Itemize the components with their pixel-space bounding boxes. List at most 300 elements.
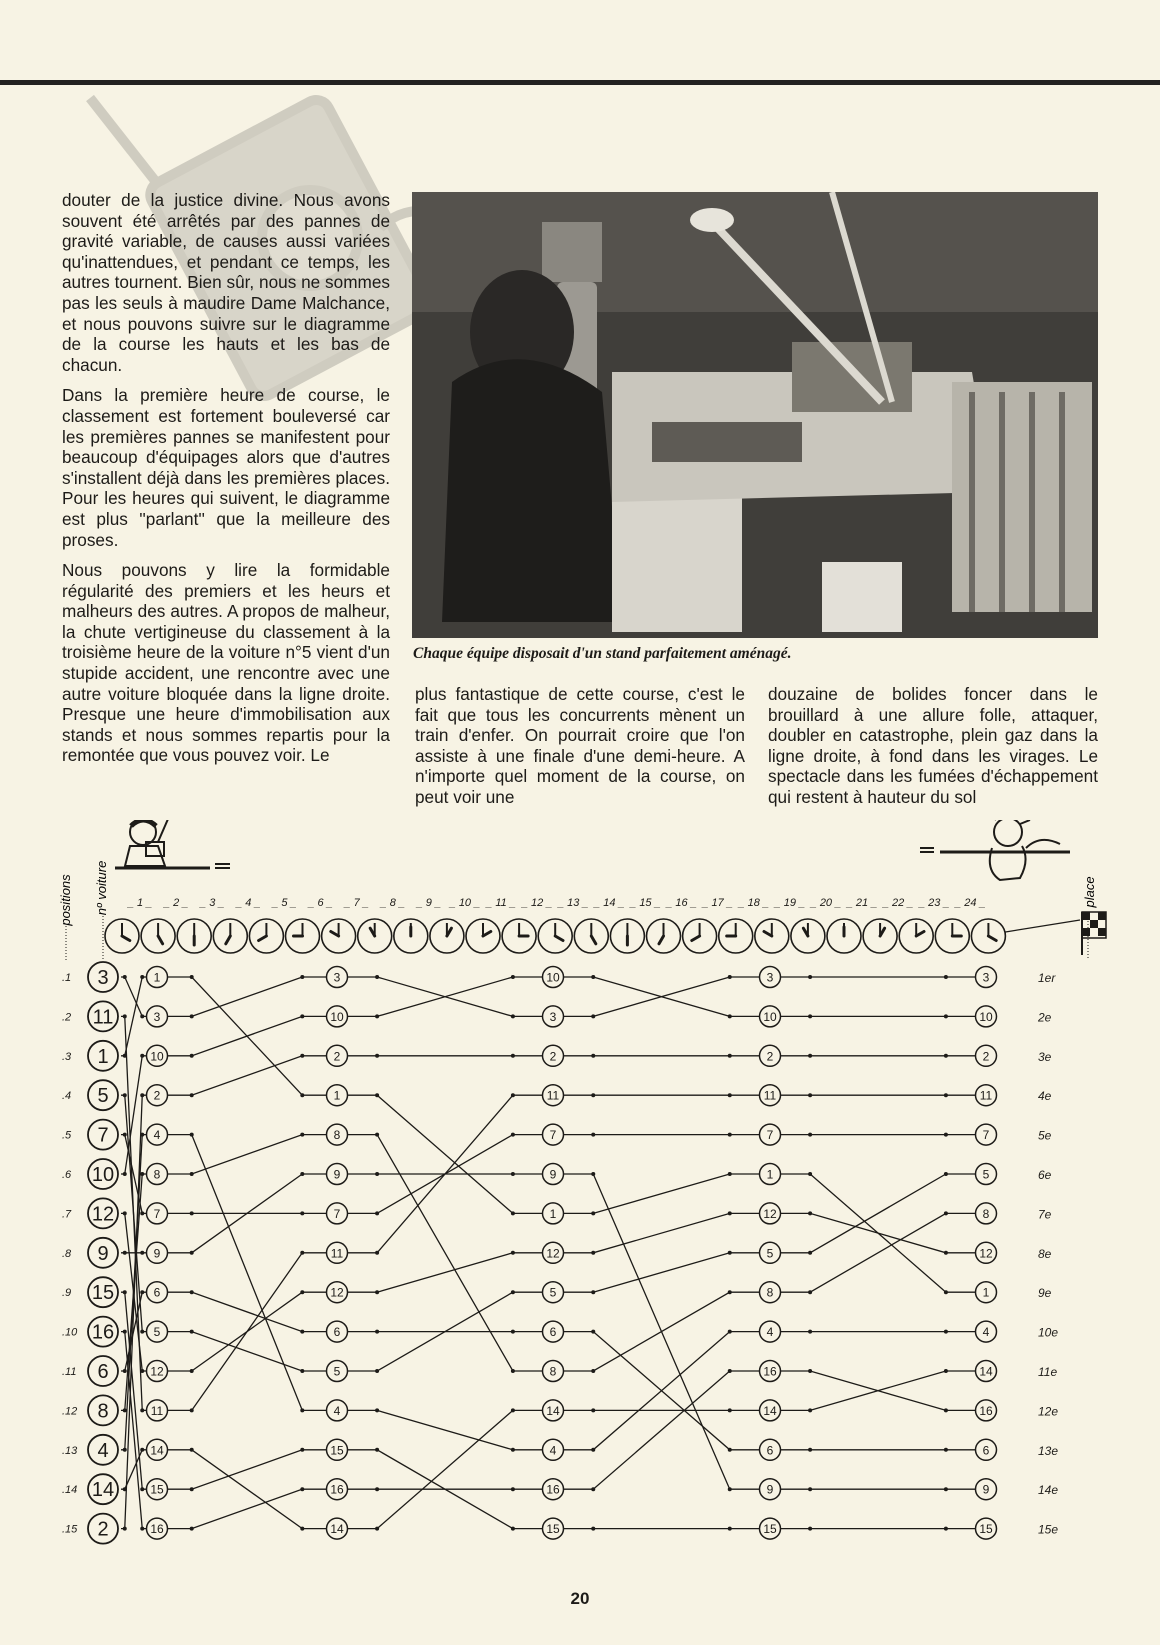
place-label: 8e: [1038, 1246, 1052, 1261]
car-number: 8: [549, 1364, 557, 1379]
standing-node: [147, 1361, 168, 1382]
line-dot: [728, 1369, 732, 1373]
line-dot: [123, 975, 127, 979]
standing-node: [543, 1321, 564, 1342]
line-dot: [511, 1133, 515, 1137]
line-dot: [728, 1330, 732, 1334]
hour-label: _ 8 _: [380, 897, 405, 909]
line-dot: [140, 975, 144, 979]
line-dot: [190, 1330, 194, 1334]
standing-node: [976, 1164, 997, 1185]
car-number: 10: [330, 1009, 344, 1024]
start-grid-car: [88, 962, 118, 992]
line-dot: [511, 1487, 515, 1491]
line-dot: [728, 1054, 732, 1058]
place-label: 6e: [1038, 1168, 1052, 1182]
line-dot: [944, 1093, 948, 1097]
article-column-1: [62, 190, 390, 776]
line-dot: [808, 1290, 812, 1294]
car-number: 14: [91, 1479, 115, 1502]
line-dot: [511, 1014, 515, 1018]
line-dot: [591, 1251, 595, 1255]
line-dot: [375, 1172, 379, 1176]
car-number: 1: [97, 1045, 109, 1068]
place-label: 2e: [1038, 1010, 1052, 1025]
position-label: .8: [62, 1247, 72, 1260]
standing-node: [327, 1518, 348, 1539]
line-dot: [944, 1448, 948, 1452]
car-number: 8: [153, 1167, 161, 1182]
start-grid-car: [88, 1080, 118, 1110]
car-number: 6: [97, 1361, 109, 1383]
standing-node: [976, 1518, 997, 1539]
line-dot: [375, 1251, 379, 1255]
line-dot: [375, 1527, 379, 1531]
line-dot: [140, 1369, 144, 1373]
place-label: 5e: [1038, 1128, 1052, 1143]
line-dot: [300, 1408, 304, 1412]
start-grid-car: [88, 1514, 118, 1544]
start-grid-car: [88, 1238, 118, 1268]
line-dot: [511, 975, 515, 979]
standing-node: [327, 967, 348, 988]
car-number: 11: [546, 1088, 560, 1103]
car-number: 3: [766, 970, 774, 985]
car-number: 10: [546, 970, 560, 985]
position-label: .10: [62, 1326, 78, 1339]
line-dot: [944, 1330, 948, 1334]
car-number: 9: [333, 1167, 341, 1182]
line-dot: [591, 1290, 595, 1294]
hour-label: _ 21 _: [846, 897, 878, 909]
stand-photo: [412, 192, 1098, 638]
car-number: 1: [333, 1088, 341, 1103]
article-column-2: [415, 684, 745, 818]
standing-node: [760, 1400, 781, 1421]
car-number: 10: [763, 1009, 777, 1024]
line-dot: [375, 1054, 379, 1058]
line-dot: [591, 1014, 595, 1018]
line-dot: [300, 1133, 304, 1137]
line-dot: [728, 975, 732, 979]
hour-label: _ 6 _: [308, 897, 333, 909]
standing-node: [147, 1282, 168, 1303]
clock-icon: [249, 919, 283, 953]
car-number: 8: [97, 1400, 109, 1423]
standing-node: [760, 1006, 781, 1027]
car-number: 8: [982, 1206, 990, 1221]
line-dot: [300, 1054, 304, 1058]
hour-label: _ 24 _: [955, 897, 986, 909]
standing-node: [543, 1045, 564, 1066]
place-label: 9e: [1038, 1286, 1052, 1301]
standing-node: [760, 1361, 781, 1382]
clock-icon: [683, 919, 717, 953]
line-dot: [190, 1487, 194, 1491]
line-dot: [140, 1330, 144, 1334]
place-label: 13e: [1038, 1443, 1059, 1458]
position-label: .13: [62, 1444, 78, 1457]
car-number: 2: [97, 1518, 109, 1541]
car-number: 15: [91, 1282, 115, 1305]
standing-node: [543, 1085, 564, 1106]
standing-node: [147, 1400, 168, 1421]
line-dot: [190, 1408, 194, 1412]
line-dot: [944, 975, 948, 979]
car-number: 11: [330, 1246, 344, 1261]
car-number: 7: [153, 1206, 161, 1221]
line-dot: [591, 1330, 595, 1334]
standing-node: [147, 1518, 168, 1539]
line-dot: [591, 1093, 595, 1097]
line-dot: [123, 1369, 127, 1373]
line-dot: [375, 1448, 379, 1452]
line-dot: [123, 1330, 127, 1334]
hour-label: _ 17 _: [702, 897, 733, 909]
line-dot: [123, 1448, 127, 1452]
line-dot: [591, 1408, 595, 1412]
clock-icon: [899, 919, 933, 953]
line-dot: [300, 1290, 304, 1294]
line-dot: [190, 1014, 194, 1018]
standing-node: [327, 1361, 348, 1382]
photo-illustration: [412, 192, 1098, 638]
car-number: 1: [153, 970, 161, 985]
standing-node: [327, 1203, 348, 1224]
standing-node: [760, 1164, 781, 1185]
position-label: .3: [62, 1050, 72, 1063]
line-dot: [808, 975, 812, 979]
line-dot: [728, 1448, 732, 1452]
car-number: 12: [150, 1364, 164, 1379]
line-dot: [140, 1054, 144, 1058]
line-dot: [728, 1251, 732, 1255]
line-dot: [123, 1133, 127, 1137]
car-number: 2: [982, 1049, 990, 1064]
pilot-cartoon-right: [920, 820, 1070, 880]
car-number: 15: [546, 1522, 560, 1537]
line-dot: [808, 1448, 812, 1452]
car-number: 15: [330, 1443, 344, 1458]
car-number: 4: [549, 1443, 557, 1458]
clock-icon: [322, 919, 356, 953]
line-dot: [190, 1211, 194, 1215]
car-number: 5: [982, 1167, 990, 1182]
car-number: 9: [97, 1242, 109, 1265]
line-dot: [300, 1330, 304, 1334]
line-dot: [375, 975, 379, 979]
standing-node: [147, 1045, 168, 1066]
line-dot: [140, 1448, 144, 1452]
line-dot: [944, 1369, 948, 1373]
car-number: 2: [766, 1049, 774, 1064]
car-number: 5: [549, 1285, 557, 1300]
pilot-cartoon-left: [115, 820, 230, 868]
line-dot: [140, 1527, 144, 1531]
standing-node: [147, 1124, 168, 1145]
car-number: 7: [333, 1206, 341, 1221]
car-number: 8: [766, 1285, 774, 1300]
car-number: 3: [333, 970, 341, 985]
clock-icon: [755, 919, 789, 953]
line-dot: [190, 1369, 194, 1373]
clock-icon: [502, 919, 536, 953]
standing-node: [543, 1164, 564, 1185]
line-dot: [808, 1408, 812, 1412]
paragraph: douter de la justice divine. Nous avons souvent été arrêtés par des pannes de gravité variable, de causes aussi variées qu'inattendues, et pendant ce temps, les autres tournent. Bien sûr, nous ne sommes pas les seuls à maudire Dame Malchance, et nous pouvons suivre sur le diagramme de la course les hauts et les bas de chacun.: [62, 190, 390, 375]
standing-node: [976, 1361, 997, 1382]
line-dot: [728, 1487, 732, 1491]
standing-node: [543, 1361, 564, 1382]
car-number: 7: [97, 1124, 109, 1147]
line-dot: [944, 1527, 948, 1531]
paragraph: plus fantastique de cette course, c'est le fait que tous les concurrents mènent un train d'enfer. On pourrait croire que l'on assiste à une finale d'une demi-heure. A n'importe quel moment de la course, on peut voir une: [415, 684, 745, 807]
line-dot: [123, 1527, 127, 1531]
clock-icon: [791, 919, 825, 953]
car-number: 6: [982, 1443, 990, 1458]
car-number: 12: [979, 1246, 993, 1261]
standing-node: [760, 1085, 781, 1106]
hour-label: _ 3 _: [200, 897, 225, 909]
line-dot: [123, 1093, 127, 1097]
standing-node: [147, 1439, 168, 1460]
hour-label: _ 10 _: [449, 897, 481, 909]
line-dot: [190, 1251, 194, 1255]
position-label: .5: [62, 1129, 72, 1142]
checkered-flag-icon: [1082, 912, 1106, 955]
hour-label: _ 12 _: [521, 897, 553, 909]
standing-node: [976, 1321, 997, 1342]
place-label: 12e: [1038, 1404, 1059, 1419]
line-dot: [591, 1369, 595, 1373]
standing-node: [543, 1439, 564, 1460]
standing-node: [760, 1282, 781, 1303]
car-number: 10: [150, 1049, 164, 1064]
standing-node: [976, 1479, 997, 1500]
line-dot: [123, 1172, 127, 1176]
standing-node: [543, 1282, 564, 1303]
standing-node: [543, 1518, 564, 1539]
line-dot: [808, 1369, 812, 1373]
line-dot: [300, 1527, 304, 1531]
line-dot: [123, 1054, 127, 1058]
position-label: .15: [62, 1523, 78, 1536]
line-dot: [190, 1290, 194, 1294]
line-dot: [944, 1014, 948, 1018]
car-number: 4: [97, 1439, 109, 1462]
position-label: .2: [62, 1011, 72, 1024]
car-number: 16: [330, 1482, 344, 1497]
line-dot: [728, 1290, 732, 1294]
line-dot: [140, 1133, 144, 1137]
line-dot: [300, 975, 304, 979]
car-number: 1: [766, 1167, 774, 1182]
line-dot: [123, 1487, 127, 1491]
hour-label: _ 19 _: [774, 897, 806, 909]
position-label: .6: [62, 1169, 72, 1181]
hour-label: _ 7 _: [344, 897, 369, 909]
car-number: 7: [549, 1128, 557, 1143]
hour-label: _ 2 _: [163, 897, 189, 909]
line-dot: [808, 1172, 812, 1176]
standing-node: [327, 1400, 348, 1421]
line-dot: [944, 1290, 948, 1294]
line-dot: [375, 1133, 379, 1137]
line-dot: [140, 1251, 144, 1255]
line-dot: [944, 1408, 948, 1412]
car-number: 11: [150, 1403, 164, 1418]
line-dot: [808, 1330, 812, 1334]
line-dot: [140, 1014, 144, 1018]
car-number: 4: [153, 1128, 161, 1143]
standing-node: [327, 1006, 348, 1027]
clock-icon: [610, 919, 644, 953]
car-number: 12: [763, 1206, 777, 1221]
car-number: 11: [92, 1006, 114, 1029]
start-grid-car: [88, 1041, 118, 1071]
car-number: 9: [982, 1482, 990, 1497]
line-dot: [190, 1172, 194, 1176]
clock-icon: [430, 919, 464, 953]
standing-node: [760, 1518, 781, 1539]
line-dot: [808, 1527, 812, 1531]
car-number-axis-title: nº voiture: [94, 860, 109, 916]
race-position-chart: [0, 820, 1160, 1580]
car-number: 3: [153, 1009, 161, 1024]
line-dot: [591, 1054, 595, 1058]
standing-node: [543, 1124, 564, 1145]
line-dot: [123, 1408, 127, 1412]
car-number: 7: [766, 1128, 774, 1143]
standing-node: [327, 1479, 348, 1500]
line-dot: [808, 1133, 812, 1137]
line-dot: [591, 1487, 595, 1491]
car-number: 8: [333, 1128, 341, 1143]
car-number: 10: [979, 1009, 993, 1024]
car-number: 16: [91, 1321, 115, 1344]
line-dot: [375, 1093, 379, 1097]
line-dot: [944, 1251, 948, 1255]
hour-label: _ 9 _: [416, 897, 442, 909]
standing-node: [327, 1045, 348, 1066]
line-dot: [190, 1133, 194, 1137]
car-number: 5: [97, 1085, 109, 1108]
car-number: 6: [549, 1325, 557, 1340]
line-dot: [123, 1211, 127, 1215]
line-dot: [123, 1014, 127, 1018]
standing-node: [976, 967, 997, 988]
hour-label: _ 23 _: [918, 897, 950, 909]
standing-node: [760, 1045, 781, 1066]
standing-node: [976, 1006, 997, 1027]
standing-node: [760, 967, 781, 988]
standing-node: [976, 1085, 997, 1106]
line-dot: [944, 1054, 948, 1058]
line-dot: [511, 1448, 515, 1452]
standing-node: [147, 1242, 168, 1263]
standing-node: [976, 1282, 997, 1303]
car-number: 6: [153, 1285, 161, 1300]
line-dot: [190, 1054, 194, 1058]
clock-icon: [466, 919, 500, 953]
hour-label: _ 18 _: [738, 897, 770, 909]
line-dot: [511, 1211, 515, 1215]
hour-label: _ 13 _: [557, 897, 589, 909]
clock-icon: [177, 919, 211, 953]
line-dot: [190, 1448, 194, 1452]
standing-node: [543, 967, 564, 988]
line-dot: [375, 1290, 379, 1294]
line-dot: [300, 1093, 304, 1097]
hour-label: _ 1 _: [127, 897, 153, 909]
car-number: 4: [982, 1325, 990, 1340]
standing-node: [760, 1439, 781, 1460]
line-dot: [944, 1133, 948, 1137]
position-label: .4: [62, 1090, 72, 1103]
line-dot: [511, 1369, 515, 1373]
line-dot: [375, 1014, 379, 1018]
photo-caption: Chaque équipe disposait d'un stand parfaitement aménagé.: [413, 645, 792, 662]
hour-label: _ 14 _: [594, 897, 625, 909]
line-dot: [375, 1369, 379, 1373]
line-dot: [728, 1211, 732, 1215]
line-dot: [728, 1527, 732, 1531]
position-label: .7: [62, 1208, 72, 1221]
clock-icon: [538, 919, 572, 953]
line-dot: [300, 1172, 304, 1176]
car-number: 16: [763, 1364, 777, 1379]
line-dot: [300, 1014, 304, 1018]
car-number: 14: [330, 1522, 344, 1537]
line-dot: [591, 1448, 595, 1452]
hour-label: _ 4 _: [236, 897, 261, 909]
car-number: 16: [979, 1403, 993, 1418]
line-dot: [300, 1369, 304, 1373]
position-label: .12: [62, 1405, 78, 1418]
car-number: 3: [549, 1009, 557, 1024]
line-dot: [375, 1487, 379, 1491]
standing-node: [327, 1124, 348, 1145]
hour-label: _ 15 _: [630, 897, 661, 909]
line-dot: [511, 1172, 515, 1176]
flag-pointer: [1005, 920, 1080, 932]
car-number: 4: [766, 1325, 774, 1340]
car-number: 3: [97, 967, 109, 989]
car-number: 5: [766, 1246, 774, 1261]
line-dot: [140, 1172, 144, 1176]
line-dot: [511, 1251, 515, 1255]
clock-icon: [827, 919, 861, 953]
line-dot: [728, 1408, 732, 1412]
start-grid-car: [88, 1395, 118, 1425]
car-number: 15: [150, 1482, 164, 1497]
standing-node: [147, 1006, 168, 1027]
car-number: 16: [150, 1522, 164, 1537]
place-label: 14e: [1038, 1483, 1059, 1498]
standing-node: [976, 1400, 997, 1421]
standing-node: [147, 1164, 168, 1185]
line-dot: [375, 1211, 379, 1215]
clock-icon: [141, 919, 175, 953]
article-column-3: [768, 684, 1098, 818]
car-number: 9: [766, 1482, 774, 1497]
hour-label: _ 5 _: [272, 897, 297, 909]
standing-node: [327, 1439, 348, 1460]
line-dot: [300, 1211, 304, 1215]
place-axis-title: place: [1082, 876, 1097, 908]
hour-label: _ 16 _: [666, 897, 697, 909]
car-number: 2: [333, 1049, 341, 1064]
